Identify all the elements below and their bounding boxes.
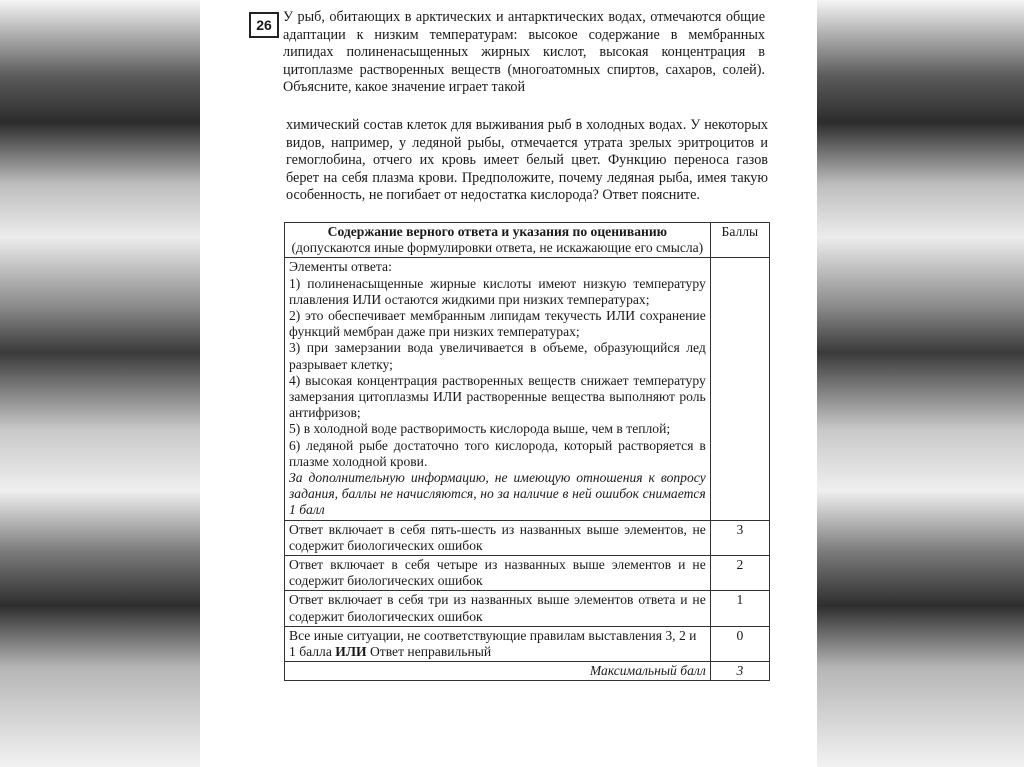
header-title: Содержание верного ответа и указания по оцениванию: [327, 224, 668, 239]
answer-element: 3) при замерзании вода увеличивается в объеме, образующийся лед разрывает клетку;: [289, 340, 706, 372]
answer-element: 1) полиненасыщенные жирные кислоты имеют низкую температуру плавления ИЛИ остаются жидкими при низких температурах;: [289, 275, 706, 307]
header-subtitle: (допускаются иные формулировки ответа, не искажающие его смысла): [291, 240, 704, 256]
answer-elements-cell: [285, 258, 711, 520]
criterion-score: 1: [710, 591, 769, 626]
max-score-label: Максимальный балл: [285, 662, 711, 681]
background-left: [0, 0, 200, 767]
criterion-score: 0: [710, 626, 769, 661]
criterion-text: Ответ включает в себя четыре из названных выше элементов и не содержит биологических ошибок: [285, 556, 711, 591]
criterion-text: Ответ включает в себя три из названных выше элементов ответа и не содержит биологических ошибок: [285, 591, 711, 626]
criterion-text: Ответ включает в себя пять-шесть из названных выше элементов, не содержит биологических ошибок: [285, 520, 711, 555]
header-content-cell: [285, 223, 711, 258]
criterion-text: Все иные ситуации, не соответствующие правилам выставления 3, 2 и 1 балла ИЛИ Ответ неправильный: [285, 626, 711, 661]
bold-or: ИЛИ: [335, 644, 367, 660]
criterion-row: [285, 556, 770, 591]
max-score-value: 3: [710, 662, 769, 681]
answer-element: 2) это обеспечивает мембранным липидам текучесть ИЛИ сохранение функций мембран даже при низких температурах;: [289, 308, 706, 340]
task-text-part1: У рыб, обитающих в арктических и антарктических водах, отмечаются общие адаптации к низким температурам: высокое содержание в мембранных липидах полиненасыщенных жирных кислот, высокая концентрация в цитоплазме растворенных веществ (многоатомных спиртов, сахаров, солей). Объясните, какое значение играет такой: [283, 9, 765, 95]
answer-elements-score-cell: [710, 258, 769, 520]
answer-elements-row: [285, 258, 770, 520]
criterion-row: [285, 591, 770, 626]
task-number: 26: [249, 12, 279, 38]
answer-element: 5) в холодной воде растворимость кислорода выше, чем в теплой;: [289, 421, 671, 437]
max-score-row: [285, 662, 770, 681]
header-points-cell: Баллы: [710, 223, 769, 258]
criterion-row: [285, 520, 770, 555]
document-page: [200, 0, 817, 767]
criterion-score: 2: [710, 556, 769, 591]
task-text-part2: химический состав клеток для выживания рыб в холодных водах. У некоторых видов, например, у ледяной рыбы, отмечается утрата зрелых эритроцитов и гемоглобина, отчего их кровь имеет белый цвет. Функцию переноса газов берет на себя плазма крови. Предположите, почему ледяная рыба, имея такую особенность, не погибает от недостатка кислорода? Ответ поясните.: [286, 117, 768, 204]
elements-title: Элементы ответа:: [289, 259, 392, 275]
answer-element: 6) ледяной рыбе достаточно того кислорода, который растворяется в плазме холодной крови.: [289, 437, 706, 469]
criterion-row: [285, 626, 770, 661]
table-header-row: [285, 223, 770, 258]
criteria-table: [284, 222, 770, 681]
criterion-score: 3: [710, 520, 769, 555]
background-right: [817, 0, 1024, 767]
grading-note: За дополнительную информацию, не имеющую отношения к вопросу задания, баллы не начисляются, но за наличие в ней ошибок снимается 1 балл: [289, 470, 706, 518]
answer-element: 4) высокая концентрация растворенных веществ снижает температуру замерзания цитоплазмы ИЛИ растворенные вещества выполняют роль антифризов;: [289, 372, 706, 421]
